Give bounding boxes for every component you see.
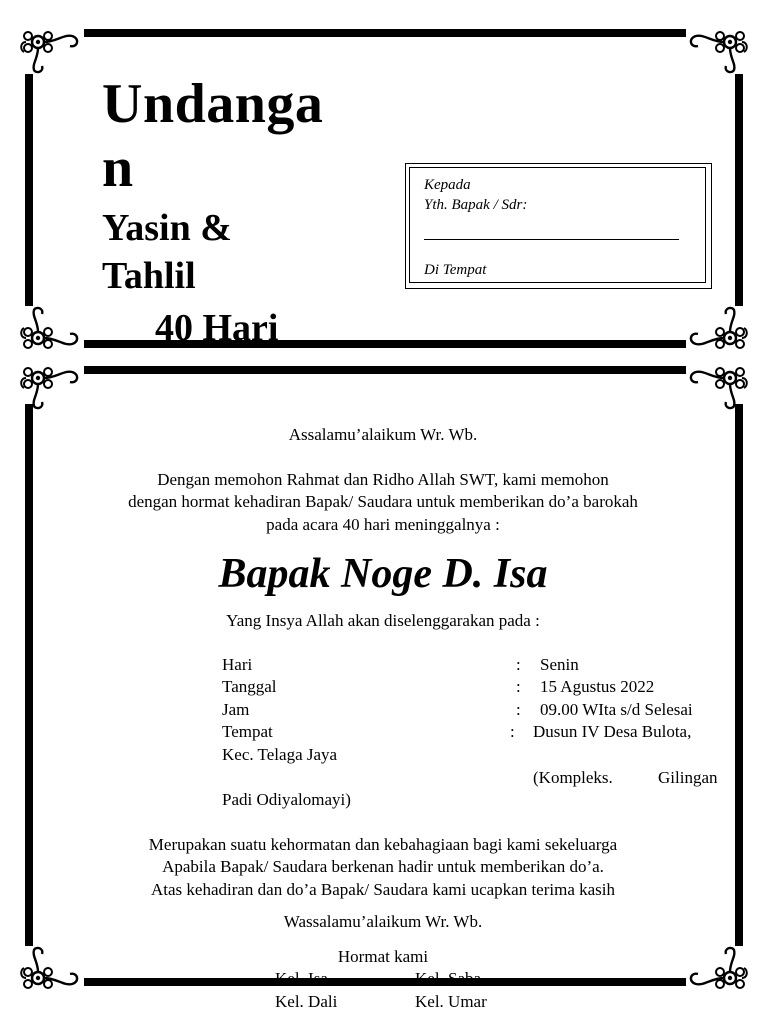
held-on-text: Yang Insya Allah akan diselenggarakan pada : (226, 611, 540, 630)
detail-label-place: Tempat (222, 722, 273, 741)
frame-left-bar (25, 74, 33, 306)
corner-ornament-icon (18, 364, 82, 410)
subtitle-line-2: Tahlil (102, 255, 196, 297)
corner-ornament-icon (686, 28, 750, 74)
address-to: Kepada (424, 177, 471, 193)
subtitle-line-1: Yasin & (102, 207, 232, 249)
detail-value-date: 15 Agustus 2022 (540, 677, 655, 696)
detail-sep: : (516, 700, 521, 719)
detail-value-time: 09.00 WIta s/d Selesai (540, 700, 693, 719)
frame-top-bar (84, 29, 686, 37)
frame-right-bar (735, 404, 743, 946)
address-box (405, 163, 712, 289)
corner-ornament-icon (686, 364, 750, 410)
corner-ornament-icon (686, 306, 750, 352)
frame-top-bar (84, 366, 686, 374)
detail-sep: : (516, 677, 521, 696)
title-line-2: n (102, 137, 134, 199)
intro-line-1: Dengan memohon Rahmat dan Ridho Allah SWT, kami memohon (157, 470, 609, 489)
closing-line-3: Atas kehadiran dan do’a Bapak/ Saudara kami ucapkan terima kasih (150, 880, 616, 899)
closing-line-2: Apabila Bapak/ Saudara berkenan hadir untuk memberikan do’a. (162, 857, 604, 876)
intro-line-2: dengan hormat kehadiran Bapak/ Saudara untuk memberikan do’a barokah (128, 492, 638, 511)
greeting: Assalamu’alaikum Wr. Wb. (288, 425, 478, 444)
place-continuation-2b: Gilingan (658, 768, 718, 787)
detail-label-day: Hari (222, 655, 253, 674)
frame-left-bar (25, 404, 33, 946)
detail-label-date: Tanggal (222, 677, 277, 696)
family-name: Kel. Dali (275, 992, 338, 1011)
title-line-1: Undanga (102, 73, 324, 135)
intro-line-3: pada acara 40 hari meninggalnya : (266, 515, 500, 534)
detail-value-day: Senin (540, 655, 579, 674)
frame-bottom-bar (84, 978, 686, 986)
family-name: Kel. Umar (415, 992, 487, 1011)
envelope-days: 40 Hari (155, 307, 279, 349)
family-name: Kel. Saba (415, 969, 482, 988)
place-continuation-2a: (Kompleks. (533, 768, 613, 787)
detail-sep: : (510, 722, 515, 741)
detail-sep: : (516, 655, 521, 674)
address-recipient: Yth. Bapak / Sdr: (424, 197, 528, 213)
corner-ornament-icon (18, 306, 82, 352)
deceased-name: Bapak Noge D. Isa (218, 551, 548, 597)
frame-right-bar (735, 74, 743, 306)
detail-value-place: Dusun IV Desa Bulota, (533, 722, 692, 741)
envelope-title (102, 72, 352, 200)
place-continuation-1: Kec. Telaga Jaya (222, 745, 338, 764)
address-box-inner (409, 167, 706, 283)
address-place: Di Tempat (424, 262, 487, 278)
regards: Hormat kami (337, 947, 429, 966)
corner-ornament-icon (18, 28, 82, 74)
envelope-subtitle (102, 204, 362, 300)
address-blank-line (424, 223, 679, 240)
closing-line-1: Merupakan suatu kehormatan dan kebahagiaan bagi kami sekeluarga (148, 835, 618, 854)
place-continuation-3: Padi Odiyalomayi) (222, 790, 351, 809)
detail-label-time: Jam (222, 700, 250, 719)
family-name: Kel. Isa (275, 969, 328, 988)
farewell: Wassalamu’alaikum Wr. Wb. (283, 912, 483, 931)
